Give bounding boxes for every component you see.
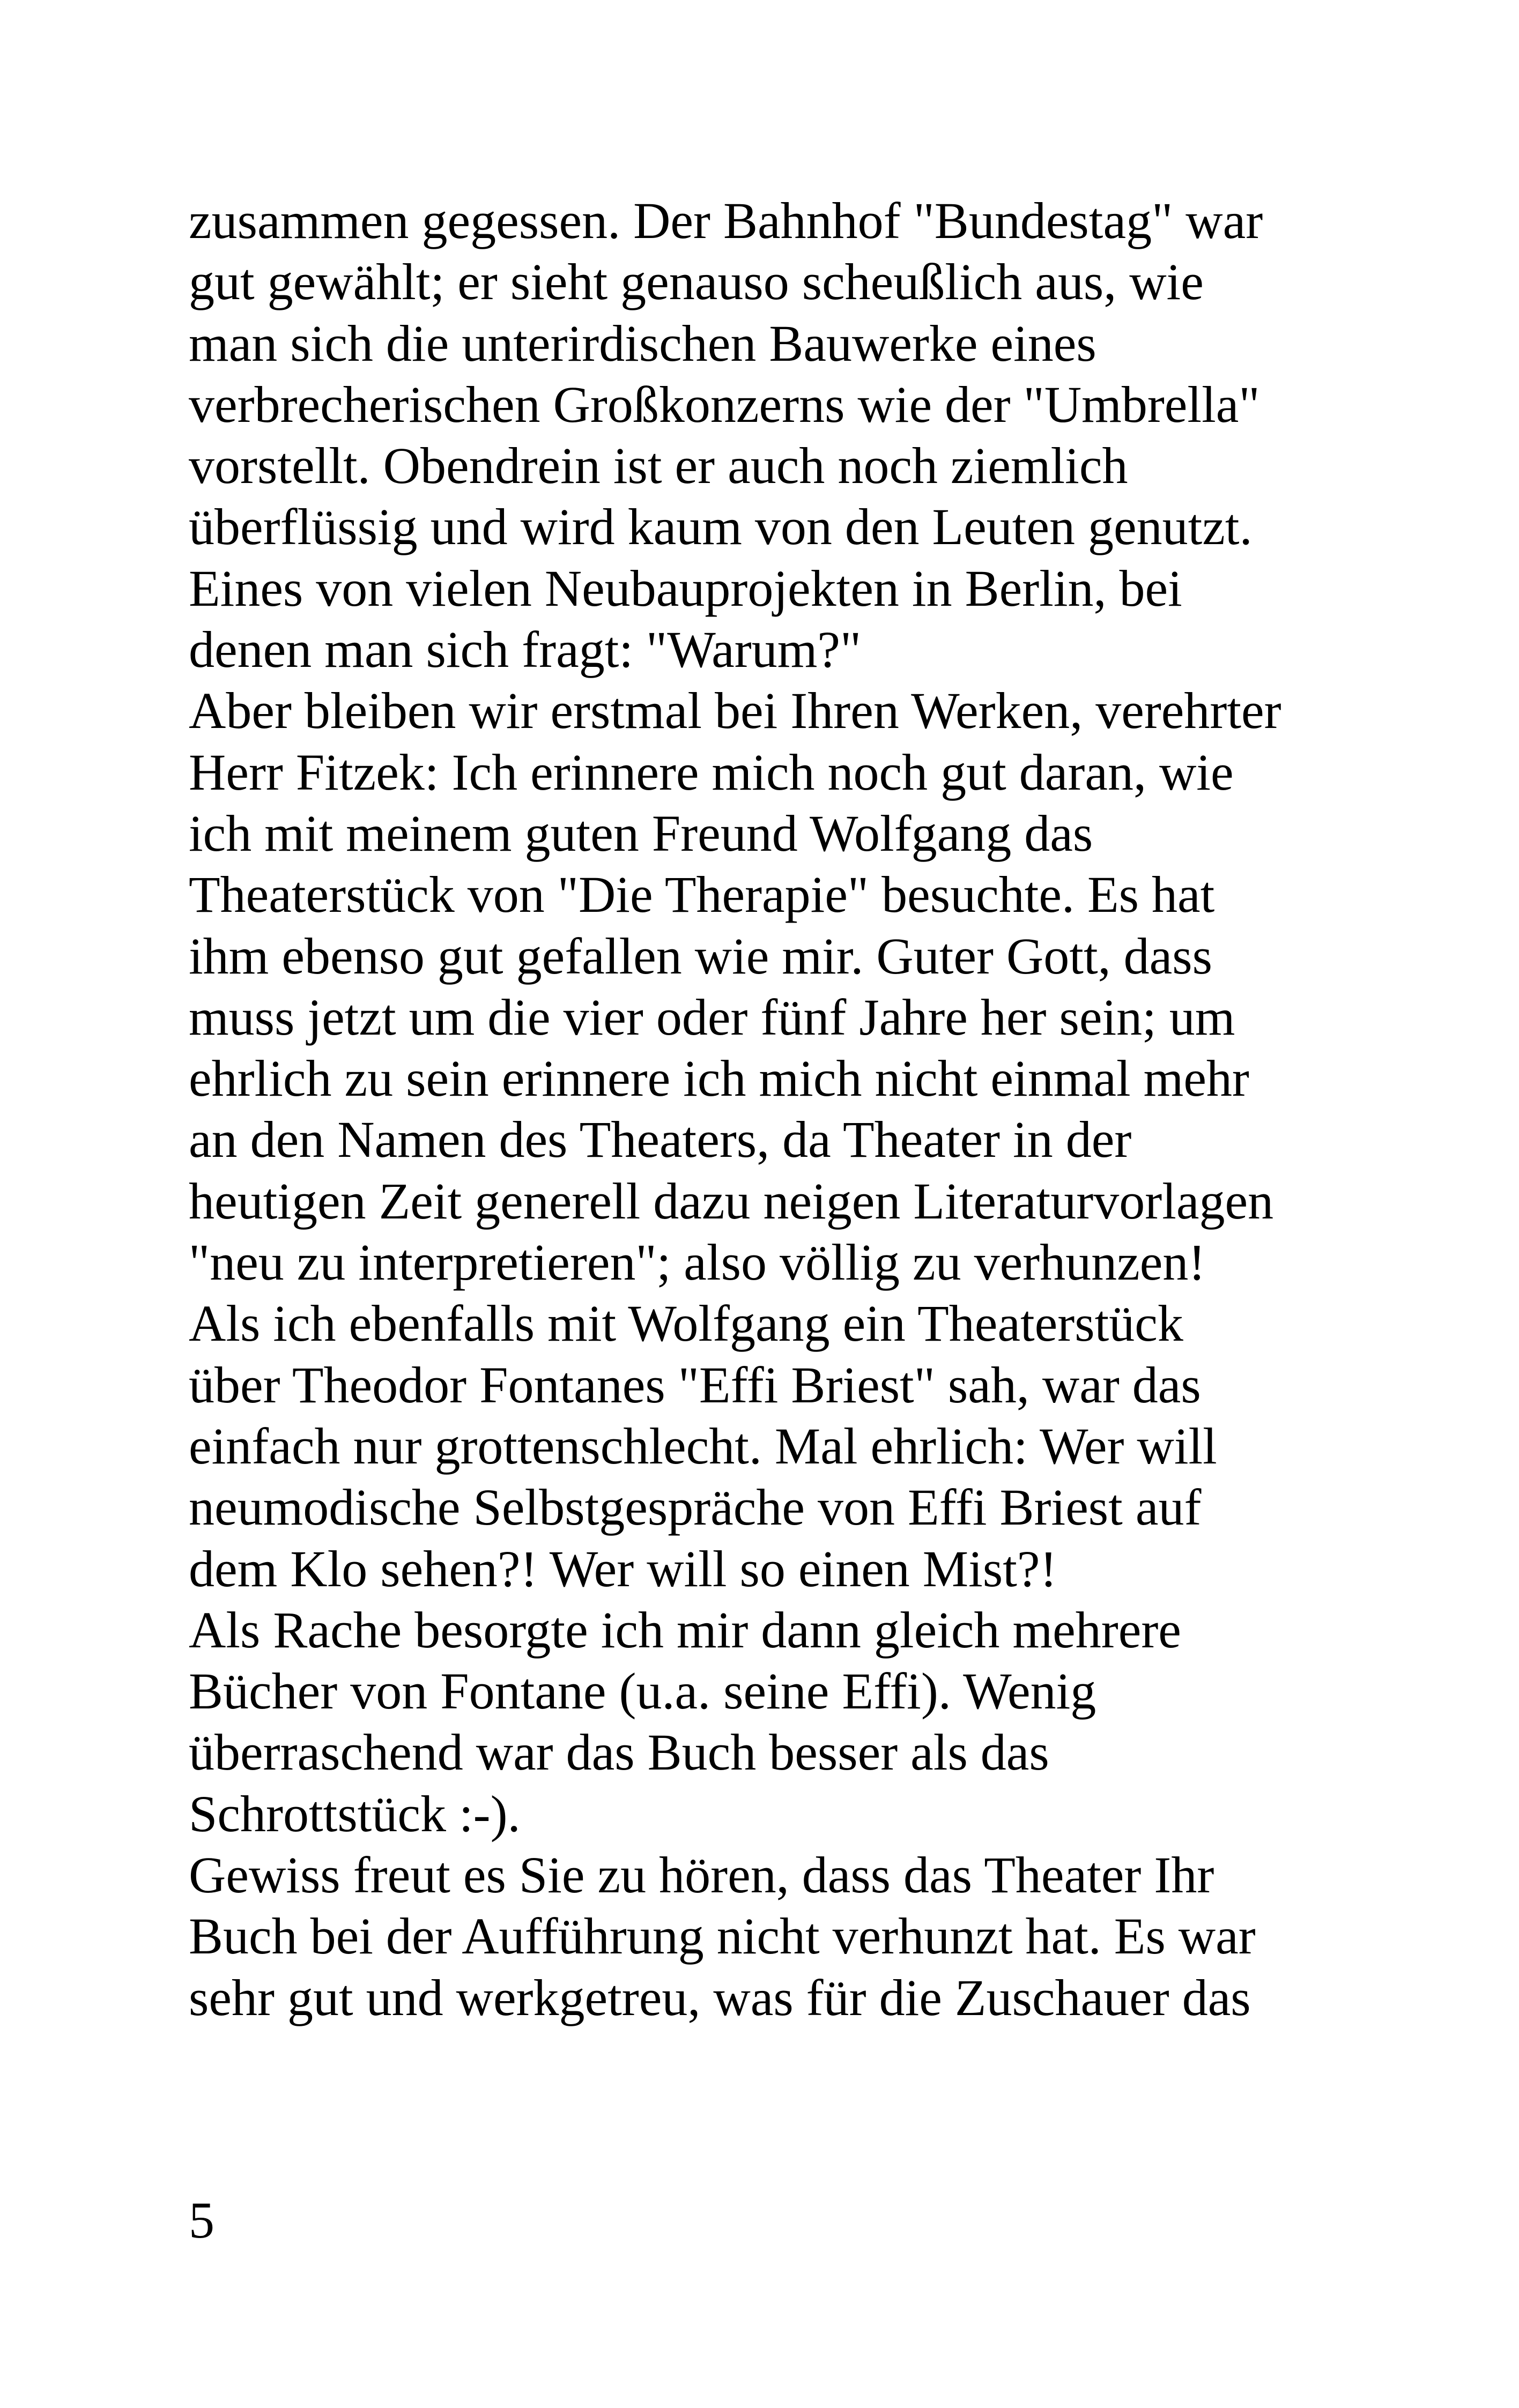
text-line: ehrlich zu sein erinnere ich mich nicht einmal mehr [189, 1050, 1249, 1108]
text-line: Aber bleiben wir erstmal bei Ihren Werken, verehrter [189, 682, 1281, 740]
page-number: 5 [189, 2191, 214, 2249]
text-line: Gewiss freut es Sie zu hören, dass das Theater Ihr [189, 1846, 1214, 1904]
text-line: überflüssig und wird kaum von den Leuten genutzt. [189, 498, 1253, 556]
text-line: Als ich ebenfalls mit Wolfgang ein Theaterstück [189, 1295, 1183, 1352]
body-text [189, 190, 1358, 2028]
text-line: heutigen Zeit generell dazu neigen Literaturvorlagen [189, 1172, 1274, 1230]
text-line: Bücher von Fontane (u.a. seine Effi). Wenig [189, 1662, 1096, 1720]
text-line: ich mit meinem guten Freund Wolfgang das [189, 804, 1093, 862]
text-line: Herr Fitzek: Ich erinnere mich noch gut daran, wie [189, 743, 1234, 801]
text-line: Theaterstück von "Die Therapie" besuchte. Es hat [189, 866, 1215, 924]
text-line: an den Namen des Theaters, da Theater in der [189, 1111, 1132, 1169]
text-line: zusammen gegessen. Der Bahnhof "Bundestag" war [189, 192, 1263, 249]
text-line: dem Klo sehen?! Wer will so einen Mist?! [189, 1540, 1057, 1597]
text-line: über Theodor Fontanes "Effi Briest" sah, war das [189, 1356, 1201, 1414]
text-line: sehr gut und werkgetreu, was für die Zuschauer das [189, 1968, 1251, 2026]
text-line: "neu zu interpretieren"; also völlig zu verhunzen! [189, 1233, 1206, 1291]
text-line: Buch bei der Aufführung nicht verhunzt hat. Es war [189, 1907, 1256, 1965]
text-line: überraschend war das Buch besser als das [189, 1723, 1049, 1781]
text-line: neumodische Selbstgespräche von Effi Briest auf [189, 1478, 1202, 1536]
text-line: muss jetzt um die vier oder fünf Jahre her sein; um [189, 988, 1235, 1046]
text-line: vorstellt. Obendrein ist er auch noch ziemlich [189, 437, 1128, 495]
text-line: einfach nur grottenschlecht. Mal ehrlich: Wer will [189, 1417, 1217, 1475]
text-line: verbrecherischen Großkonzerns wie der "Umbrella" [189, 375, 1260, 433]
text-line: Schrottstück :-). [189, 1785, 521, 1842]
text-line: gut gewählt; er sieht genauso scheußlich aus, wie [189, 253, 1204, 311]
text-line: Eines von vielen Neubauprojekten in Berlin, bei [189, 559, 1182, 617]
text-line: denen man sich fragt: "Warum?" [189, 621, 862, 679]
text-line: Als Rache besorgte ich mir dann gleich mehrere [189, 1601, 1181, 1659]
text-line: ihm ebenso gut gefallen wie mir. Guter Gott, dass [189, 927, 1212, 985]
text-line: man sich die unterirdischen Bauwerke eines [189, 314, 1096, 372]
